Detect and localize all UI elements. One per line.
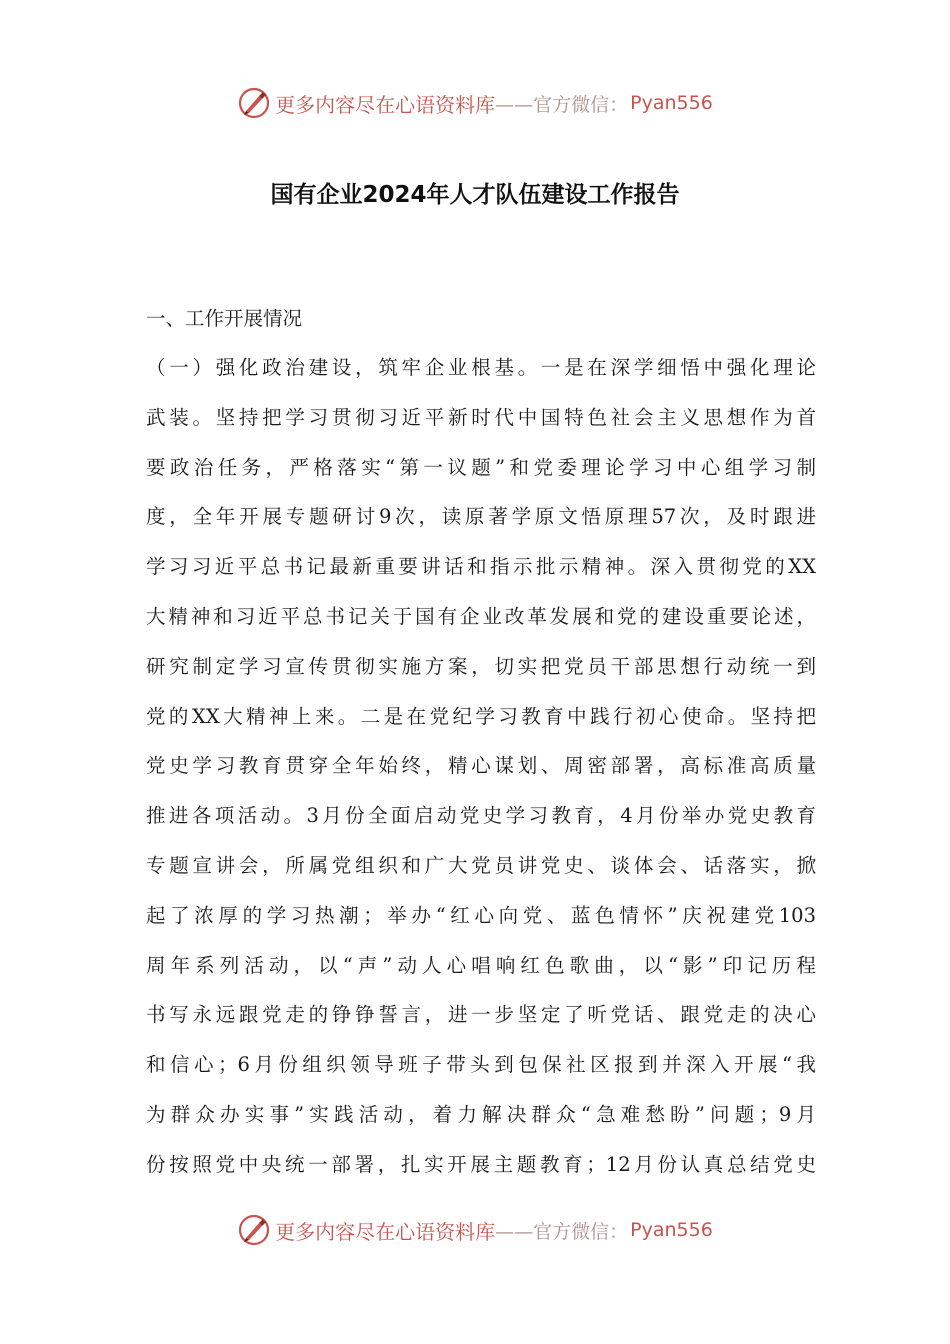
- text-line: 份按照党中央统一部署，扎实开展主题教育；12月份认真总结党史: [146, 1152, 816, 1176]
- watermark-text: 更多内容尽在心语资料库: [275, 1219, 496, 1244]
- watermark-text: 更多内容尽在心语资料库: [275, 92, 496, 117]
- watermark-wechat-id: Pyan556: [630, 1219, 713, 1241]
- section-heading: 一、工作开展情况: [146, 307, 303, 330]
- text-line: 起了浓厚的学习热潮；举办“红心向党、蓝色情怀”庆祝建党103: [146, 903, 816, 927]
- text-line: 研究制定学习宣传贯彻实施方案，切实把党员干部思想行动统一到: [146, 654, 816, 678]
- watermark-banner-bottom: [0, 1208, 950, 1252]
- body-text: [146, 352, 816, 1199]
- text-line: 书写永远跟党走的铮铮誓言，进一步坚定了听党话、跟党走的决心: [146, 1003, 816, 1027]
- document-title: 国有企业2024年人才队伍建设工作报告: [270, 182, 680, 208]
- text-line: 周年系列活动，以“声”动人心唱响红色歌曲，以“影”印记历程: [146, 953, 816, 977]
- text-line: 为群众办实事”实践活动，着力解决群众“急难愁盼”问题；9月: [146, 1102, 816, 1126]
- pen-logo-icon: [237, 86, 271, 120]
- watermark-wechat-id: Pyan556: [630, 92, 713, 114]
- text-line: 党的XX大精神上来。二是在党纪学习教育中践行初心使命。坚持把: [146, 704, 816, 728]
- text-line: 武装。坚持把学习贯彻习近平新时代中国特色社会主义思想作为首: [146, 405, 816, 429]
- text-line: 度，全年开展专题研讨9次，读原著学原文悟原理57次，及时跟进: [146, 505, 816, 529]
- text-line: 和信心；6月份组织领导班子带头到包保社区报到并深入开展“我: [146, 1053, 816, 1077]
- watermark-subtext: ——官方微信：: [495, 93, 629, 116]
- text-line: 专题宣讲会，所属党组织和广大党员讲党史、谈体会、话落实，掀: [146, 853, 816, 877]
- pen-logo-icon: [237, 1213, 271, 1247]
- text-line: 学习习近平总书记最新重要讲话和指示批示精神。深入贯彻党的XX: [146, 555, 816, 579]
- watermark-banner-top: [0, 81, 950, 125]
- text-line: 要政治任务，严格落实“第一议题”和党委理论学习中心组学习制: [146, 455, 816, 479]
- text-line: 推进各项活动。3月份全面启动党史学习教育，4月份举办党史教育: [146, 804, 816, 828]
- text-line: 大精神和习近平总书记关于国有企业改革发展和党的建设重要论述，: [146, 604, 816, 628]
- text-line: （一）强化政治建设，筑牢企业根基。一是在深学细悟中强化理论: [146, 356, 816, 379]
- text-line: 党史学习教育贯穿全年始终，精心谋划、周密部署，高标准高质量: [146, 754, 816, 778]
- watermark-subtext: ——官方微信：: [495, 1220, 629, 1243]
